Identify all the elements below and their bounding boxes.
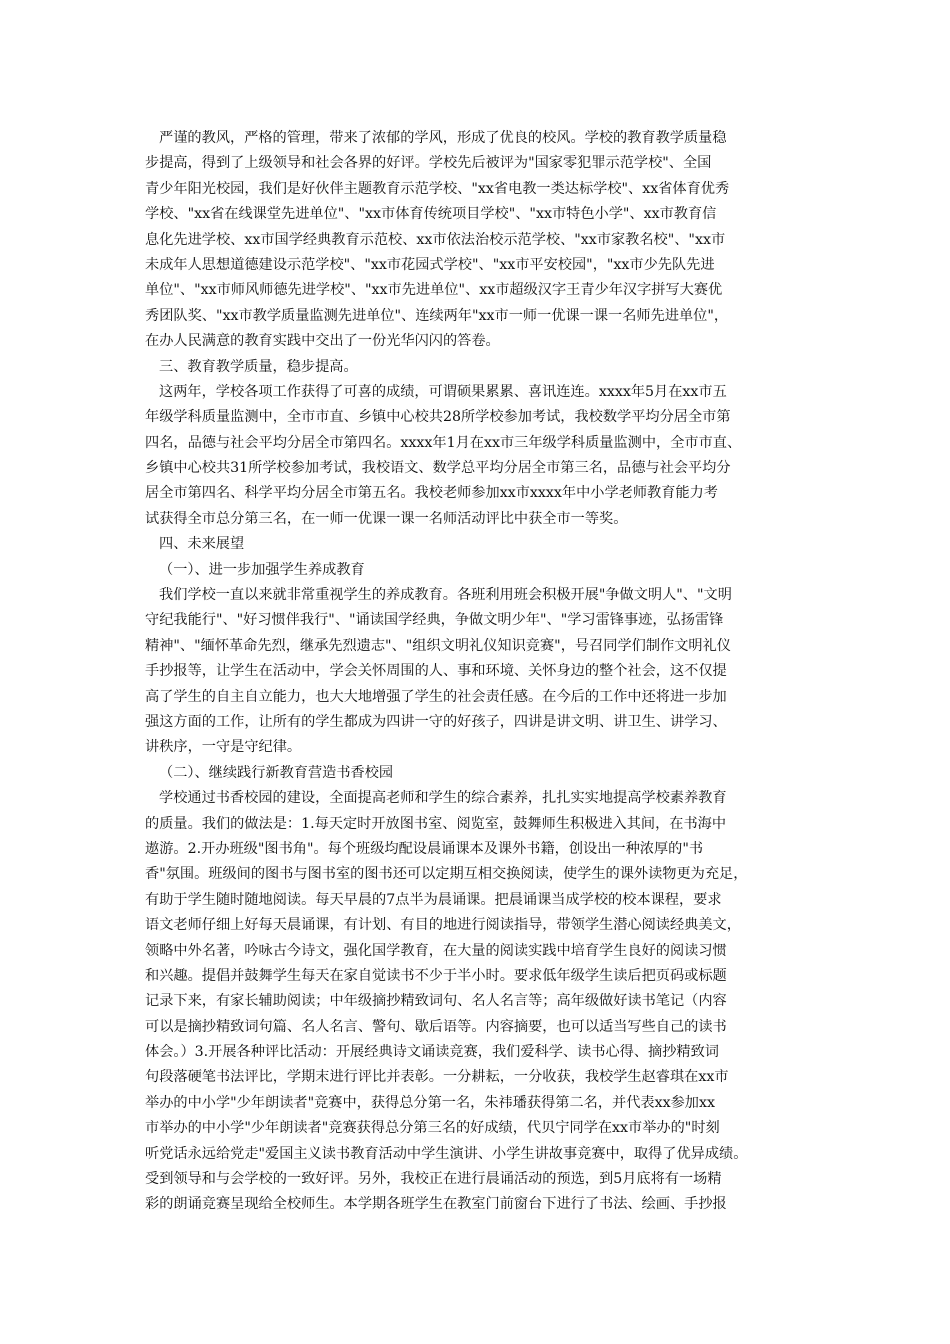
text-line: 秀团队奖、"xx市教学质量监测先进单位"、连续两年"xx市一师一优课一课一名师先进单位"，	[145, 307, 729, 324]
text-line: （二）、继续践行新教育营造书香校园	[159, 764, 394, 781]
text-line: 彩的朗诵竞赛呈现给全校师生。本学期各班学生在教室门前窗台下进行了书法、绘画、手抄报	[145, 1196, 727, 1213]
text-line: 领略中外名著，吟咏古今诗文，强化国学教育，在大量的阅读实践中培育学生良好的阅读习惯	[145, 942, 727, 959]
text-line: 守纪我能行"、"好习惯伴我行"、"诵读国学经典，争做文明少年"、"学习雷锋事迹，弘扬雷锋	[145, 612, 724, 629]
text-line: 在办人民满意的教育实践中交出了一份光华闪闪的答卷。	[145, 333, 500, 350]
text-line: 举办的中小学"少年朗读者"竞赛中，获得总分第一名，朱祎璠获得第二名，并代表xx参加xx	[145, 1094, 715, 1111]
text-line: 严谨的教风，严格的管理，带来了浓郁的学风，形成了优良的校风。学校的教育教学质量稳	[159, 130, 727, 146]
text-line: 记录下来，有家长辅助阅读；中年级摘抄精致词句、名人名言等；高年级做好读书笔记（内容	[145, 993, 727, 1010]
text-line: 四名，品德与社会平均分居全市第四名。xxxx年1月在xx市三年级学科质量监测中，全市市直、	[145, 434, 742, 451]
text-line: 居全市第四名、科学平均分居全市第五名。我校老师参加xx市xxxx年中小学老师教育能力考	[145, 485, 718, 502]
text-line: 市举办的中小学"少年朗读者"竞赛获得总分第三名的好成绩，代贝宁同学在xx市举办的"时刻	[145, 1120, 720, 1137]
text-line: 年级学科质量监测中，全市市直、乡镇中心校共28所学校参加考试，我校数学平均分居全市第	[145, 409, 731, 426]
text-line: （一）、进一步加强学生养成教育	[159, 561, 365, 578]
text-line: 强这方面的工作，让所有的学生都成为四讲一守的好孩子，四讲是讲文明、讲卫生、讲学习、	[145, 713, 727, 730]
text-line: 手抄报等，让学生在活动中，学会关怀周围的人、事和环境、关怀身边的整个社会，这不仅提	[145, 663, 727, 680]
text-line: 四、未来展望	[159, 536, 245, 553]
text-line: 青少年阳光校园，我们是好伙伴主题教育示范学校、"xx省电教一类达标学校"、xx省体育优秀	[145, 180, 730, 197]
text-line: 高了学生的自主自立能力，也大大地增强了学生的社会责任感。在今后的工作中还将进一步加	[145, 688, 727, 705]
text-line: 步提高，得到了上级领导和社会各界的好评。学校先后被评为"国家零犯罪示范学校"、全国	[145, 155, 712, 172]
text-line: 体会。）3.开展各种评比活动：开展经典诗文诵读竞赛，我们爱科学、读书心得、摘抄精致词	[145, 1044, 719, 1061]
text-line: 可以是摘抄精致词句篇、名人名言、警句、歇后语等。内容摘要，也可以适当写些自己的读书	[145, 1018, 727, 1035]
text-line: 未成年人思想道德建设示范学校"、"xx市花园式学校"、"xx市平安校园"，"xx市少先队先进	[145, 256, 715, 273]
document-body	[145, 126, 825, 1218]
text-line: 的质量。我们的做法是：1.每天定时开放图书室、阅览室，鼓舞师生积极进入其间，在书海中	[145, 815, 727, 832]
text-line: 精神"、"缅怀革命先烈，继承先烈遗志"、"组织文明礼仪知识竞赛"，号召同学们制作文明礼仪	[145, 637, 731, 654]
text-line: 遨游。2.开办班级"图书角"。每个班级均配设晨诵课本及课外书籍，创设出一种浓厚的"书	[145, 840, 704, 857]
text-line: 讲秩序，一守是守纪律。	[145, 739, 302, 756]
text-line: 听党话永远给党走"爱国主义读书教育活动中学生演讲、小学生讲故事竞赛中，取得了优异成绩。	[145, 1145, 748, 1162]
text-line: 有助于学生随时随地阅读。每天早晨的7点半为晨诵课。把晨诵课当成学校的校本课程，要求	[145, 891, 722, 908]
text-line: 息化先进学校、xx市国学经典教育示范校、xx市依法治校示范学校、"xx市家教名校"、"xx市	[145, 231, 726, 248]
text-line: 我们学校一直以来就非常重视学生的养成教育。各班利用班会积极开展"争做文明人"、"文明	[159, 587, 732, 604]
text-line: 三、教育教学质量，稳步提高。	[159, 358, 358, 375]
text-line: 乡镇中心校共31所学校参加考试，我校语文、数学总平均分居全市第三名，品德与社会平均分	[145, 460, 731, 477]
text-line: 语文老师仔细上好每天晨诵课，有计划、有目的地进行阅读指导，带领学生潜心阅读经典美文，	[145, 917, 741, 934]
text-line: 这两年，学校各项工作获得了可喜的成绩，可谓硕果累累、喜讯连连。xxxx年5月在xx市五	[159, 383, 727, 400]
text-line: 试获得全市总分第三名，在一师一优课一课一名师活动评比中获全市一等奖。	[145, 510, 628, 527]
text-line: 受到领导和与会学校的一致好评。另外，我校正在进行晨诵活动的预选，到5月底将有一场精	[145, 1171, 722, 1188]
text-line: 单位"、"xx市师风师德先进学校"、"xx市先进单位"、xx市超级汉字王青少年汉字拼写大赛优	[145, 282, 723, 299]
text-line: 学校通过书香校园的建设，全面提高老师和学生的综合素养，扎扎实实地提高学校素养教育	[159, 790, 727, 807]
text-line: 句段落硬笔书法评比，学期末进行评比并表彰。一分耕耘，一分收获，我校学生赵睿琪在xx市	[145, 1069, 729, 1086]
text-line: 学校、"xx省在线课堂先进单位"、"xx市体育传统项目学校"、"xx市特色小学"、xx市教育信	[145, 206, 717, 223]
text-line: 和兴趣。提倡并鼓舞学生每天在家自觉读书不少于半小时。要求低年级学生读后把页码或标题	[145, 967, 727, 984]
text-line: 香"氛围。班级间的图书与图书室的图书还可以定期互相交换阅读，使学生的课外读物更为充足，	[145, 866, 748, 883]
